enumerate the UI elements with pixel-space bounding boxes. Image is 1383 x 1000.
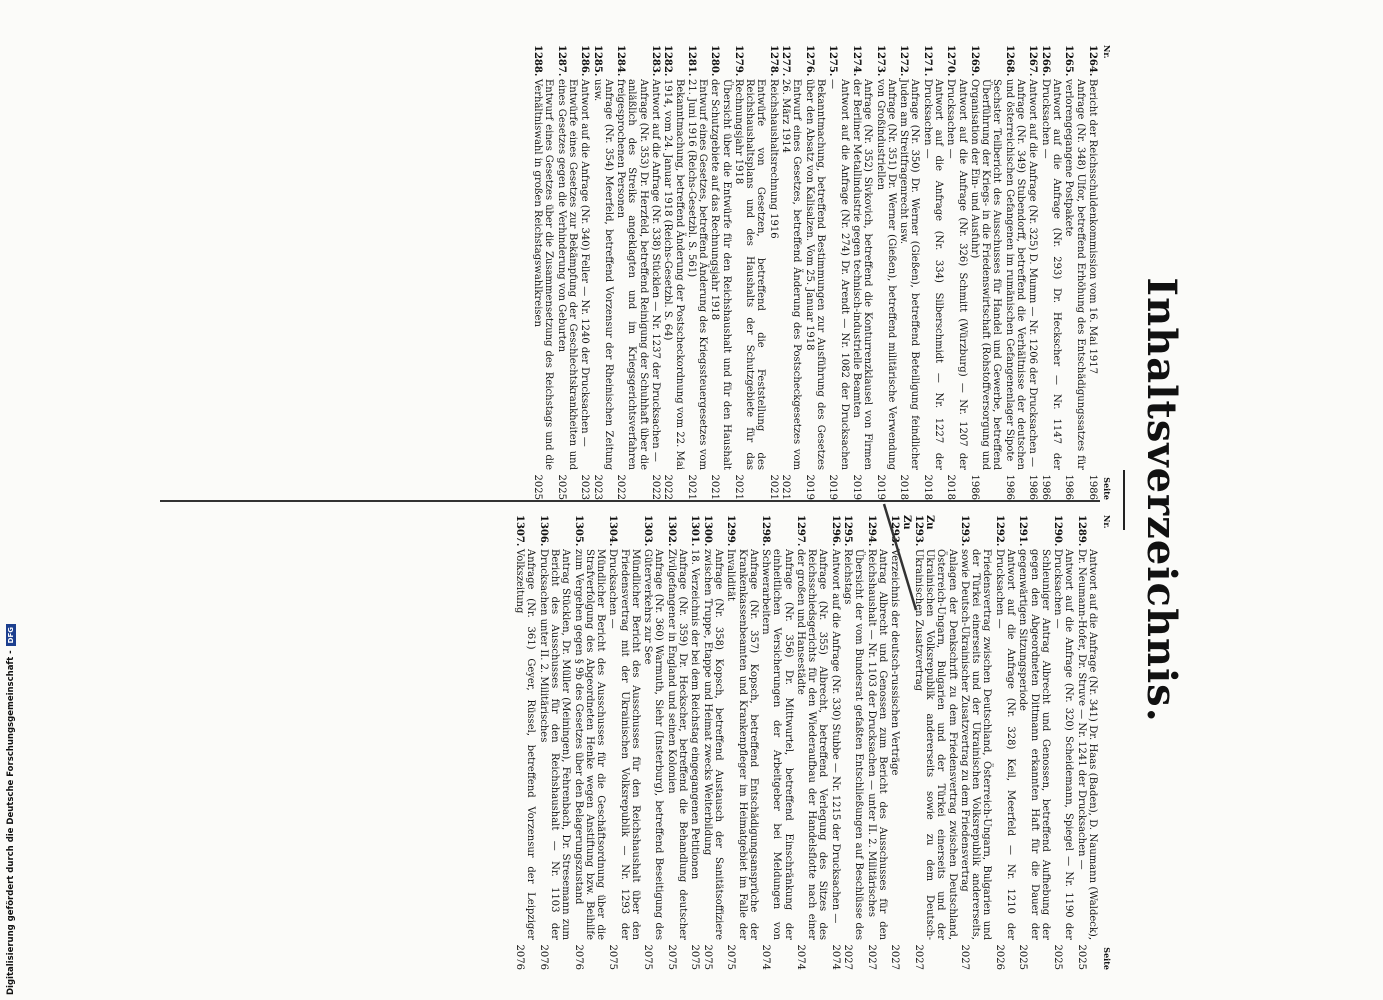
entry-title: Bericht der Reichsschuldenkommission vom 16. Mai 1917 (1087, 79, 1098, 374)
nr-header: Nr. (1102, 515, 1112, 529)
entry-number: 1288. (531, 45, 543, 77)
entry-page-number: 2076 (537, 944, 549, 970)
toc-entry (851, 45, 873, 500)
dfg-logo: DFG (6, 624, 16, 646)
entry-number: 1292. (993, 515, 1005, 547)
entry-page-number: 2022 (615, 474, 627, 500)
entry-page-number: 2018 (945, 474, 957, 500)
entry-title: Anfrage (Nr. 351) Dr. Werner (Gießen), betreffend militärische Verwendung von Großindustriellen (874, 79, 897, 470)
entry-title: Antwort auf die Anfrage (Nr. 326) Schmitt (Würzburg) — Nr. 1207 der Drucksachen — (945, 79, 968, 470)
page-title: Inhaltsverzeichnis. (1138, 277, 1185, 723)
entry-page-number: 2025 (555, 474, 567, 500)
toc-column-right (513, 515, 1112, 970)
entry-page-number: 2074 (795, 944, 807, 970)
entry-number: Zu 1293. (913, 515, 936, 547)
toc-entry (725, 515, 759, 970)
entry-page-number: 1986 (969, 474, 981, 500)
entry-number: 1270. (945, 45, 957, 77)
rotated-page (5, 0, 1195, 1000)
entry-title: Anfrage (Nr. 357) Kopsch, betreffend Entschädigungsansprüche der Krankenkassenbeamten und Krankenpfleger im Heimatgebiet im Falle der Invalidität (725, 549, 759, 940)
entry-number: 1271. (921, 45, 933, 77)
toc-entry (702, 515, 724, 970)
toc-entry (1027, 45, 1038, 500)
entry-title: Anfrage (Nr. 349) Stubendorff, betreffend die Verhältnisse der deutschen und österreichischen Gefangenen im rumänischen Gefangenenlager Sipote (1003, 79, 1027, 470)
entry-page-number: 1986 (1063, 474, 1075, 500)
toc-entry (994, 515, 1016, 970)
entry-title: Übersicht über die Entwürfe für den Reichshaushalt und für den Haushalt der Schutzgebiete auf das Rechnungsjahr 1918 (709, 79, 732, 470)
entry-page-number: 2075 (642, 944, 654, 970)
seite-header: Seite (1102, 947, 1112, 970)
entry-title: Anlagen der Denkschrift zu dem Friedensvertrag zwischen Deutschland, Österreich-Ungarn, Bulgarien und der Türkei einerseits und der Ukrainischen Volksrepublik andererseits sowie zu dem Deutsch-Ukrainischen Zusatzvertrag (913, 549, 958, 940)
toc-entry (572, 515, 606, 970)
entry-number: 1275. (827, 45, 839, 77)
toc-entry (662, 45, 684, 500)
entry-number: 1305. (572, 515, 584, 547)
toc-entry (830, 515, 841, 970)
entry-title: Antrag Albrecht und Genossen zum Bericht des Ausschusses für den Reichshaushalt — Nr. 1103 der Drucksachen — unter II. 2. Militärisches (865, 549, 889, 940)
entry-page-number: 2021 (733, 474, 745, 500)
entry-page-number: 2025 (1075, 944, 1087, 970)
toc-entry (922, 45, 944, 500)
entry-page-number: 2019 (874, 474, 886, 500)
entry-number: Zu 1293. (889, 515, 912, 547)
entry-page-number: 2075 (725, 944, 737, 970)
toc-column-left (531, 45, 1112, 500)
entry-page-number: 2023 (591, 474, 603, 500)
entry-page-number: 2027 (889, 944, 901, 970)
entry-title: Anfrage (Nr. 348) Ulfor, betreffend Erhöhung des Entschädigungssatzes für verlorengegangene Postpakete (1063, 79, 1086, 470)
toc-entry (842, 515, 864, 970)
toc-entry (874, 45, 896, 500)
entry-number: 1300. (701, 515, 713, 547)
entry-title: Entwurf eines Gesetzes, betreffend Änderung des Kriegssteuergesetzes vom 21. Juni 1916 (Reichs-Gesetzbl. S. 561) (685, 79, 709, 470)
toc-entry (709, 45, 731, 500)
toc-list-left (532, 45, 1098, 500)
entry-title: Bekanntmachung, betreffend Bestimmungen zur Ausführung des Gesetzes über den Absatz von Kalisalzen. Vom 25. Januar 1918 (803, 79, 827, 470)
entry-title: Antwort auf die Anfrage (Nr. 334) Silberschmidt — Nr. 1227 der Drucksachen — (921, 79, 945, 470)
entry-page-number: 2076 (572, 944, 584, 970)
entry-number: 1267. (1027, 45, 1039, 77)
toc-entry (514, 515, 536, 970)
column-header (1100, 515, 1112, 970)
entry-page-number: 2025 (1052, 944, 1064, 970)
entry-title: Sechster Teilbericht des Ausschusses für Handel und Gewerbe, betreffend Überführung der Kriegs- in die Friedenswirtschaft (Rohstoffversorgung und Organisation der Ein- und Ausfuhr) (969, 79, 1003, 470)
toc-entry (1076, 515, 1098, 970)
toc-entry (768, 45, 779, 500)
entry-page-number: 2075 (607, 944, 619, 970)
entry-page-number: 2021 (709, 474, 721, 500)
toc-entry (1063, 45, 1085, 500)
entry-page-number: 1986 (1039, 474, 1051, 500)
entry-page-number: 2018 (898, 474, 910, 500)
entry-number: 1307. (514, 515, 526, 547)
entry-number: 1302. (665, 515, 677, 547)
seite-header: Seite (1102, 477, 1112, 500)
entry-number: 1291. (1017, 515, 1029, 547)
toc-entry (666, 515, 688, 970)
entry-page-number: 2075 (665, 944, 677, 970)
entry-page-number: 2022 (649, 474, 661, 500)
entry-number: 1306. (537, 515, 549, 547)
entry-title: Antwort auf die Anfrage (Nr. 328) Keil, Meerfeld — Nr. 1210 der Drucksachen — (993, 549, 1017, 940)
entry-number: 1296. (829, 515, 841, 547)
entry-number: 1280. (709, 45, 721, 77)
toc-entry (532, 45, 554, 500)
entry-title: Verzeichnis der deutsch-russischen Verträge (889, 549, 901, 776)
toc-entry (689, 515, 700, 970)
entry-number: 1285. (591, 45, 603, 77)
toc-entry (579, 45, 590, 500)
entry-number: 1276. (803, 45, 815, 77)
toc-entry (1004, 45, 1026, 500)
entry-number: 1304. (607, 515, 619, 547)
entry-number: 1283. (649, 45, 661, 77)
entry-number: 1282. (662, 45, 674, 77)
entry-number: 1290. (1052, 515, 1064, 547)
entry-page-number: 2025 (1017, 944, 1029, 970)
nr-header: Nr. (1102, 45, 1112, 59)
entry-number: 1279. (733, 45, 745, 77)
entry-title: Anfrage (Nr. 360) Warmuth, Siehr (Insterburg), betreffend Beseitigung des Güterverkehrs zur See (642, 549, 665, 940)
entry-page-number: 1986 (1087, 474, 1098, 500)
toc-entry (827, 45, 849, 500)
entry-number: 1265. (1063, 45, 1075, 77)
entry-title: Bekanntmachung, betreffend Änderung der Postscheckordnung vom 22. Mai 1914, vom 24. Januar 1918 (Reichs-Gesetzbl. S. 64) (662, 79, 685, 470)
entry-title: Anfrage (Nr. 355) Albrecht, betreffend Verlegung des Sitzes des Reichsschiedsgerichts für den Wiederaufbau der Handelsflotte nach einer der großen und Hansestädte (795, 549, 829, 940)
footer-text: Digitalisierung gefördert durch die Deutsche Forschungsgemeinschaft - (6, 650, 16, 995)
entry-title: Friedensvertrag zwischen Deutschland, Österreich-Ungarn, Bulgarien und der Türkei einerseits und der Ukrainischen Volksrepublik andererseits, sowie Deutsch-Ukrainischer Zusatzvertrag zu dem Friedensvertrag (959, 549, 993, 940)
toc-entry (591, 45, 613, 500)
entry-page-number: 2075 (701, 944, 713, 970)
entry-page-number: 2074 (760, 944, 772, 970)
entry-title: 18. Verzeichnis der bei dem Reichstag eingegangenen Petitionen (689, 549, 701, 880)
entry-page-number: 2076 (514, 944, 526, 970)
entry-title: Antwort auf die Anfrage (Nr. 325) D. Mumm — Nr. 1206 der Drucksachen — (1027, 79, 1039, 467)
toc-entry (1017, 515, 1051, 970)
scan-artifact-mark (880, 500, 920, 615)
entry-title: Entwürfe eines Gesetzes zur Bekämpfung der Geschlechtskrankheiten und eines Gesetzes gegen die Verhinderung von Geburten (555, 79, 578, 470)
entry-title: Antwort auf die Anfrage (Nr. 320) Scheidemann, Spiegel — Nr. 1190 der Drucksachen — (1052, 549, 1075, 940)
entry-title: Mündlicher Bericht des Ausschusses für den Reichshaushalt über den Friedensvertrag mit der Ukrainischen Volksrepublik — Nr. 1293 der Drucksachen — (607, 549, 641, 940)
entry-page-number: 2027 (842, 944, 854, 970)
entry-title: Entwürfe von Gesetzen, betreffend die Feststellung des Reichshaushaltsplans und des Haushalts der Schutzgebiete für das Rechnungsjahr 1918 (733, 79, 767, 470)
entry-page-number: 2021 (780, 474, 792, 500)
entry-page-number: 2027 (865, 944, 877, 970)
entry-page-number: 2018 (921, 474, 933, 500)
toc-entry (1040, 45, 1062, 500)
entry-title: Antwort auf die Anfrage (Nr. 330) Stubbe — Nr. 1215 der Drucksachen — (829, 549, 841, 924)
entry-number: 1286. (579, 45, 591, 77)
toc-list-right (514, 515, 1098, 970)
toc-entry (804, 45, 826, 500)
toc-entry (686, 45, 708, 500)
toc-entry (555, 45, 577, 500)
entry-page-number: 2019 (851, 474, 863, 500)
entry-title: Antwort auf die Anfrage (Nr. 341) Dr. Haas (Baden), D. Naumann (Waldeck), Dr. Neumann-Hofer, Dr. Struve — Nr. 1241 der Drucksachen — (1075, 549, 1098, 940)
toc-entry (760, 515, 794, 970)
entry-number: 1281. (685, 45, 697, 77)
entry-number: 1277. (780, 45, 792, 77)
toc-entry (607, 515, 641, 970)
entry-page-number: 2019 (827, 474, 839, 500)
entry-title: Anfrage (Nr. 358) Kopsch, betreffend Austausch der Sanitätsoffiziere zwischen Truppe, Etappe und Heimat zwecks Weiterbildung (701, 549, 725, 940)
toc-entry (780, 45, 802, 500)
entry-page-number: 2025 (531, 474, 543, 500)
toc-entry (538, 515, 572, 970)
toc-entry (898, 45, 920, 500)
entry-title: Antwort auf die Anfrage (Nr. 274) Dr. Arendt — Nr. 1082 der Drucksachen — (827, 79, 850, 470)
entry-number: 1297. (795, 515, 807, 547)
entry-number: 1287. (555, 45, 567, 77)
entry-number: 1299. (725, 515, 737, 547)
toc-entry (945, 45, 967, 500)
entry-page-number: 2027 (959, 944, 971, 970)
entry-number: 1284. (615, 45, 627, 77)
entry-number: 1264. (1087, 45, 1098, 77)
toc-entry (615, 45, 649, 500)
entry-number: 1266. (1039, 45, 1051, 77)
toc-entry (642, 515, 664, 970)
entry-page-number: 2075 (689, 944, 701, 970)
toc-entry (795, 515, 829, 970)
entry-title: Antwort auf die Anfrage (Nr. 340) Feller — Nr. 1240 der Drucksachen — (579, 79, 591, 447)
entry-page-number: 2022 (662, 474, 674, 500)
entry-title: Übersicht der vom Bundesrat gefaßten Entschließungen auf Beschlüsse des Reichstags (842, 549, 865, 940)
entry-title: Antwort auf die Anfrage (Nr. 338) Stücklen — Nr. 1237 der Drucksachen — (649, 79, 661, 462)
entry-title: Antrag Stücklen, Dr. Müller (Meiningen), Fehrenbach, Dr. Stresemann zum Bericht des Ausschusses für den Reichshaushalt — Nr. 1103 der Drucksachen unter II. 2. Militärisches (537, 549, 572, 940)
entry-number: 1274. (851, 45, 863, 77)
entry-number: 1298. (760, 515, 772, 547)
entry-title: Reichshaushaltsrechnung 1916 (767, 79, 779, 239)
entry-title: Mündlicher Bericht des Ausschusses für die Geschäftsordnung über die Strafverfolgung des Abgeordneten Henke wegen Anstiftung bzw. Beihilfe zum Vergehen gegen § 9b des Gesetzes über den Belagerungszustand (572, 549, 607, 940)
entry-number: 1272. (898, 45, 910, 77)
entry-title: Anfrage (Nr. 359) Dr. Heckscher, betreffend die Behandlung deutscher Zivilgefangener in England und seinen Kolonien (665, 549, 689, 940)
entry-title: Anfrage (Nr. 361) Geyer, Rüssel, betreffend Vorzensur der Leipziger Volkszeitung (514, 549, 537, 940)
entry-page-number: 2021 (685, 474, 697, 500)
entry-title: Entwurf eines Gesetzes über die Zusammensetzung des Reichstags und die Verhältniswahl in großen Reichstagswahlkreisen (531, 79, 555, 470)
entry-number: 1268. (1003, 45, 1015, 77)
entry-number: 1293. (959, 515, 971, 547)
entry-number: 1289. (1075, 515, 1087, 547)
column-header (1100, 45, 1112, 500)
entry-page-number: 2021 (767, 474, 779, 500)
entry-number: 1269. (969, 45, 981, 77)
column-divider (160, 500, 1100, 502)
toc-entry (733, 45, 767, 500)
toc-entry (1052, 515, 1074, 970)
entry-page-number: 1986 (1003, 474, 1015, 500)
entry-title: Antwort auf die Anfrage (Nr. 293) Dr. Heckscher — Nr. 1147 der Drucksachen — (1039, 79, 1063, 470)
entry-page-number: 1986 (1027, 474, 1039, 500)
entry-page-number: 2027 (913, 944, 925, 970)
title-rule (1123, 470, 1125, 530)
digitization-footer (6, 624, 16, 995)
toc-entry (969, 45, 1003, 500)
entry-number: 1294. (865, 515, 877, 547)
entry-title: Anfrage (Nr. 352) Sivkovich, betreffend die Konturrenzklausel von Firmen der Berliner Metallindustrie gegen technisch-industrielle Beamten (851, 79, 874, 470)
entry-number: 1295. (842, 515, 854, 547)
entry-number: 1301. (689, 515, 701, 547)
entry-page-number: 2023 (579, 474, 591, 500)
entry-page-number: 2026 (993, 944, 1005, 970)
entry-number: 1303. (642, 515, 654, 547)
entry-title: Anfrage (Nr. 356) Dr. Mittwurtel, betreffend Einschränkung der einheitlichen Versicherungen der Arbeitgeber bei Meldungen von Schwerarbeitern (760, 549, 794, 940)
entry-title: Anfrage (Nr. 353) Dr. Herzfeld, betreffend Reinigung der Schuhhaft über die anläßlich des Streiks angeklagten und im Kriegsgerichtsverfahren freigesprochenen Personen (615, 79, 649, 470)
entry-title: Entwurf eines Gesetzes, betreffend Änderung des Postscheckgesetzes vom 26. März 1914 (780, 79, 803, 470)
entry-title: Anfrage (Nr. 354) Meerfeld, betreffend Vorzensur der Rheinischen Zeitung usw. (591, 79, 614, 470)
entry-number: 1273. (874, 45, 886, 77)
entry-number: 1278. (767, 45, 779, 77)
toc-entry (650, 45, 661, 500)
entry-page-number: 2019 (803, 474, 815, 500)
entry-title: Anfrage (Nr. 350) Dr. Werner (Gießen), betreffend Beteiligung feindlicher Juden am Streitfragenrecht usw. (898, 79, 921, 470)
toc-entry (959, 515, 993, 970)
toc-entry (1087, 45, 1098, 500)
entry-title: Schleuniger Antrag Albrecht und Genossen, betreffend Aufhebung der gegen den Abgeordneten Dittmann erkannten Haft für die Dauer der gegenwärtigen Sitzungsperiode (1017, 549, 1051, 940)
entry-page-number: 2074 (829, 944, 841, 970)
